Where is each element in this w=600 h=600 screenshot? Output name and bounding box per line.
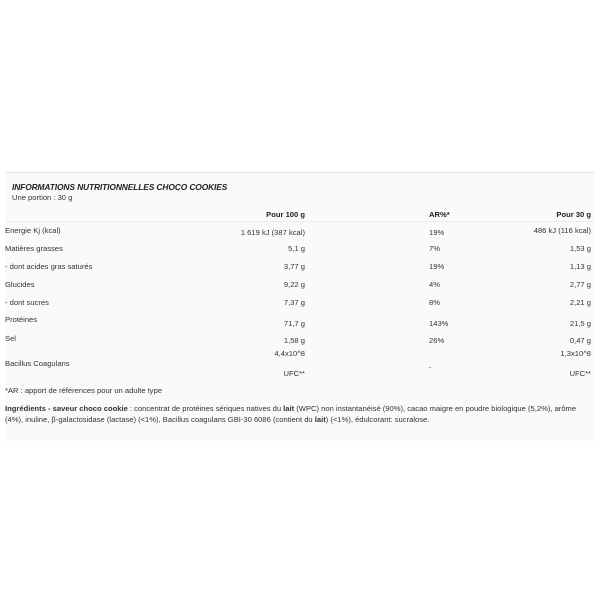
value-ar: 143% — [429, 319, 449, 328]
row-label: - dont sucres — [5, 298, 49, 307]
table-row — [5, 334, 595, 346]
value-per-100g: 3,77 g — [283, 262, 305, 271]
portion-size: Une portion : 30 g — [12, 193, 73, 202]
value-per-100g: UFC** — [283, 369, 305, 378]
value-per-100g: 7,37 g — [283, 298, 305, 307]
row-label: Bacillus Coagulans — [5, 359, 70, 368]
nutrition-title: INFORMATIONS NUTRITIONNELLES CHOCO COOKIES — [12, 182, 228, 192]
row-label: Sel — [5, 334, 16, 343]
nutrition-info-panel — [5, 172, 595, 441]
value-ar: - — [429, 363, 432, 372]
allergen-highlight: lait — [314, 414, 326, 424]
row-label: Glucides — [5, 280, 35, 289]
value-per-100g: 1,58 g — [283, 336, 305, 345]
row-label: Energie Kj (kcal) — [5, 226, 61, 235]
table-row — [5, 369, 595, 381]
value-per-30g: 1,3x10^8 — [560, 349, 591, 358]
value-ar: 8% — [429, 298, 440, 307]
value-ar: 7% — [429, 244, 440, 253]
value-ar: 26% — [429, 336, 445, 345]
ingredients-part: (WPC) non instantanéisé (90%), cacao maigre en poudre biologique (5,2%), arôme (4%), inuline, β-galactosidase (lactase) (<1%), Bacillus coagulans GBI-30 6086 (contient du — [5, 404, 577, 424]
row-label: Matières grasses — [5, 244, 63, 253]
column-header-per-30g: Pour 30 g — [556, 210, 591, 219]
row-label: - dont acides gras saturés — [5, 262, 93, 271]
value-per-30g: UFC** — [569, 369, 591, 378]
ingredients-part: : concentrat de protéines sériques natives du — [127, 404, 284, 413]
value-per-30g: 486 kJ (116 kcal) — [533, 226, 591, 235]
table-row — [5, 244, 595, 256]
column-header-per-100g: Pour 100 g — [266, 210, 305, 219]
table-row — [5, 226, 595, 238]
ingredients-part: ) (<1%), édulcorant: sucralose. — [325, 414, 430, 424]
table-row — [5, 262, 595, 274]
value-per-30g: 2,77 g — [569, 280, 591, 289]
value-ar: 19% — [429, 262, 445, 271]
table-row — [5, 280, 595, 292]
value-per-100g: 9,22 g — [283, 280, 305, 289]
value-per-100g: 5,1 g — [288, 244, 305, 253]
value-per-100g: 1 619 kJ (387 kcal) — [240, 228, 305, 237]
allergen-highlight: lait — [283, 404, 295, 413]
ingredients-heading: Ingrédients - saveur choco cookie — [5, 404, 128, 413]
column-header-ar: AR%* — [429, 210, 450, 219]
table-row — [5, 298, 595, 310]
row-label: Protéines — [5, 315, 38, 324]
value-per-30g: 2,21 g — [569, 298, 591, 307]
value-per-30g: 1,53 g — [569, 244, 591, 253]
value-ar: 19% — [429, 228, 445, 237]
value-per-100g: 4,4x10^8 — [274, 349, 305, 358]
value-per-30g: 1,13 g — [569, 262, 591, 271]
footnote: *AR : apport de références pour un adulte type — [5, 386, 163, 395]
header-divider — [5, 221, 595, 222]
value-per-100g: 71,7 g — [283, 319, 305, 328]
value-ar: 4% — [429, 280, 440, 289]
value-per-30g: 0,47 g — [569, 336, 591, 345]
value-per-30g: 21,5 g — [569, 319, 591, 328]
table-row — [5, 315, 595, 327]
ingredients-text — [5, 404, 593, 425]
